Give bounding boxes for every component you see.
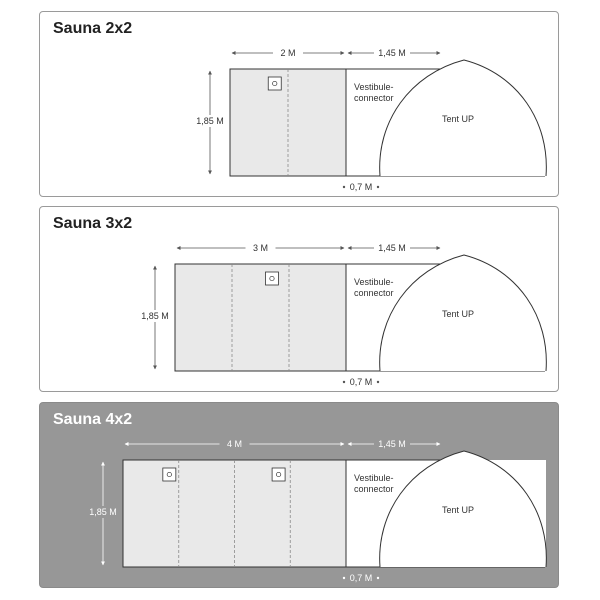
stove-icon bbox=[163, 468, 176, 481]
dim-dot bbox=[343, 186, 345, 188]
stove-icon bbox=[272, 468, 285, 481]
vestibule-label-line1: Vestibule- bbox=[354, 277, 394, 287]
length-label: 3 M bbox=[252, 243, 269, 253]
dim-dot bbox=[377, 186, 379, 188]
vestibule-width-label: 0,7 M bbox=[349, 182, 373, 192]
stove-icon bbox=[265, 272, 278, 285]
floor-plan-diagram bbox=[40, 207, 559, 392]
vestibule-label-line1: Vestibule- bbox=[354, 82, 394, 92]
panel-title: Sauna 3x2 bbox=[53, 215, 133, 232]
floor-plan-diagram bbox=[40, 403, 559, 588]
panel-sauna-4x2 bbox=[39, 402, 559, 588]
vestibule-label-line2: connector bbox=[354, 93, 394, 103]
panel-sauna-2x2 bbox=[39, 11, 559, 197]
vestibule-length-label: 1,45 M bbox=[378, 439, 406, 449]
length-label: 2 M bbox=[280, 48, 296, 58]
tent-label: Tent UP bbox=[441, 505, 475, 515]
dim-dot bbox=[343, 577, 345, 579]
vestibule-width-label: 0,7 M bbox=[349, 377, 373, 387]
dim-dot bbox=[343, 381, 345, 383]
height-label: 1,85 M bbox=[89, 507, 117, 517]
vestibule-width-label: 0,7 M bbox=[349, 573, 373, 583]
height-label: 1,85 M bbox=[196, 116, 224, 126]
panel-title: Sauna 4x2 bbox=[53, 411, 133, 428]
vestibule-label-line2: connector bbox=[354, 484, 394, 494]
vestibule-label-line1: Vestibule- bbox=[354, 473, 394, 483]
dim-dot bbox=[377, 577, 379, 579]
stove-icon bbox=[268, 77, 281, 90]
floor-plan-diagram bbox=[40, 12, 559, 197]
tent-label: Tent UP bbox=[441, 309, 475, 319]
panel-sauna-3x2 bbox=[39, 206, 559, 392]
panel-title: Sauna 2x2 bbox=[53, 20, 133, 37]
vestibule-length-label: 1,45 M bbox=[378, 48, 406, 58]
sauna-room bbox=[175, 264, 346, 371]
vestibule-label-line2: connector bbox=[354, 288, 394, 298]
dim-dot bbox=[377, 381, 379, 383]
vestibule-length-label: 1,45 M bbox=[378, 243, 406, 253]
height-label: 1,85 M bbox=[141, 311, 169, 321]
tent-label: Tent UP bbox=[441, 114, 475, 124]
length-label: 4 M bbox=[226, 439, 243, 449]
